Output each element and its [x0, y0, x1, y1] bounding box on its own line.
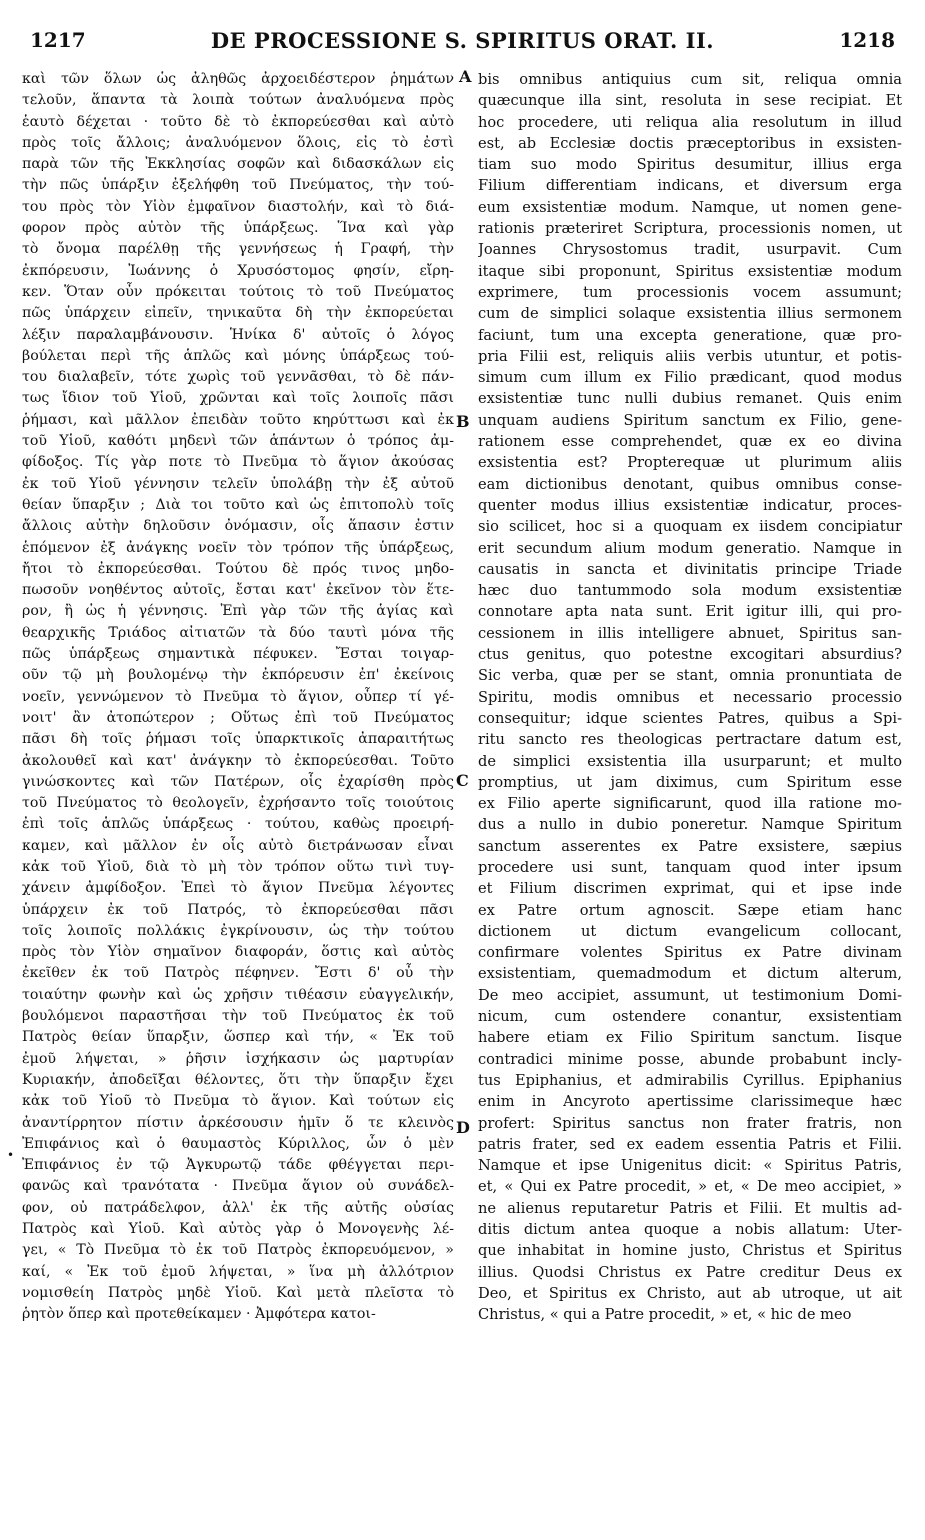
greek-text-line: ἀκολουθεῖ καὶ κατ' ἀνάγκην τὸ ἐκπορεύεσθαι. Τοῦτο — [22, 752, 454, 769]
latin-text-line: Joannes Chrysostomus tradit, usurpavit. Cum — [478, 241, 902, 259]
greek-text-line: πῶς ὑπάρχειν εἰπεῖν, τηνικαῦτα δὴ τὴν ἐκπορεύεται — [22, 305, 454, 322]
greek-text-line: ἀναντίρρητον πίστιν ἀρκέσουσιν ἡμῖν ὅ τε κλεινὸς — [22, 1114, 454, 1131]
latin-text-line: pria Filii est, reliquis aliis verbis utuntur, et potis- — [478, 347, 902, 365]
latin-text-line: faciunt, tum una excepta generatione, quæ pro- — [478, 326, 902, 344]
latin-text-line: hæc duo tantummodo sola modum exsistentiæ — [478, 582, 902, 600]
greek-text-line: του πρὸς τὸν Υἱὸν ἐμφαῖνον διαστολήν, καὶ τὸ διά- — [22, 198, 454, 215]
greek-text-line: νομισθείη Πατρὸς μηδὲ Υἱοῦ. Καὶ μετὰ πλεῖστα τὸ — [22, 1284, 454, 1301]
latin-text-line: tus Epiphanius, et admirabilis Cyrillus. Epiphanius — [478, 1071, 902, 1089]
latin-text-line: Deo, et Spiritus ex Christo, aut ab utroque, ut ait — [478, 1284, 902, 1302]
greek-text-line: τοιαύτην φωνὴν καὶ ὡς χρῆσιν τιθέασιν εὐαγγελικήν, — [22, 986, 454, 1003]
latin-text-line: ex Patre ortum agnoscit. Sæpe etiam hanc — [478, 901, 902, 919]
greek-text-line: χάνειν ἀμφίδοξον. Ἐπεὶ τὸ ἅγιον Πνεῦμα λέγοντες — [22, 880, 454, 897]
greek-text-line: οῦν τῷ μὴ βουλομένῳ τὴν ἐκπόρευσιν ἐπ' ἐκείνοις — [22, 667, 454, 684]
latin-text-line: enim in Ancyroto apertissime clarissimeque hæc — [478, 1093, 902, 1111]
latin-text-line: promptius, ut jam diximus, cum Spiritum esse — [478, 773, 902, 791]
greek-text-line: πωσοῦν νοηθέντος αὐτοῖς, ἔσται κατ' ἐκεῖνον τὸν ἕτε- — [22, 582, 454, 599]
greek-text-line: πρὸς τὸν Υἱὸν σημαῖνον διαφοράν, ὅστις καὶ αὐτὸς — [22, 944, 454, 961]
latin-text-line: ctus genitus, quo potestne excogitari absurdius? — [478, 646, 902, 664]
latin-text-line: exprimere, tum processionis vocem assumunt; — [478, 283, 902, 301]
greek-text-line: τοῖς λοιποῖς πολλάκις ἐγκρίνουσιν, ὡς τὴν τούτου — [22, 922, 454, 939]
latin-text-line: patris frater, sed ex eadem essentia Patris et Filii. — [478, 1135, 902, 1153]
greek-text-line: νοεῖν, γεννώμενον τὸ Πνεῦμα τὸ ἅγιον, οὗπερ τί γέ- — [22, 688, 454, 705]
latin-text-line: sanctum asserentes ex Patre exsistere, sæpius — [478, 837, 902, 855]
greek-text-line: τὴν πῶς ὑπάρξιν ἐξελήφθη τοῦ Πνεύματος, τὴν τού- — [22, 177, 454, 194]
greek-text-line: ἐκπόρευσιν, Ἰωάννης ὁ Χρυσόστομος φησίν, εἴρη- — [22, 262, 454, 279]
latin-text-line: Spiritu, modis omnibus et necessario processio — [478, 688, 902, 706]
greek-text-line: ἤτοι τὸ ἐκπορεύεσθαι. Τούτου δὲ πρός τινος μηδο- — [22, 560, 454, 577]
latin-text-line: connotare apta nata sunt. Erit igitur illi, qui pro- — [478, 603, 902, 621]
latin-text-line: hoc procedere, uti reliqua alia resolutum in illud — [478, 113, 902, 131]
running-header — [30, 28, 895, 64]
greek-text-line: φον, οὐ πατράδελφον, ἀλλ' ἐκ τῆς αὐτῆς οὐσίας — [22, 1199, 454, 1216]
greek-text-line: λέξιν παραλαμβάνουσιν. Ἡνίκα δ' αὐτοῖς ὁ λόγος — [22, 326, 454, 343]
greek-text-line: Κυριακήν, ἀποδεῖξαι θέλοντες, ὅτι τὴν ὕπαρξιν ἔχει — [22, 1071, 454, 1088]
greek-text-line: θεαρχικῆς Τριάδος αἰτιατῶν τὰ δύο ταυτὶ μόνα τῆς — [22, 624, 454, 641]
latin-text-line: exsistentiam, quemadmodum et dictum alterum, — [478, 965, 902, 983]
greek-text-line: θείαν ὕπαρξιν ; Διὰ τοι τοῦτο καὶ ὡς ἐπιτοπολὺ τοῖς — [22, 496, 454, 513]
latin-text-line: habere etiam ex Filio Spiritum sanctum. Iisque — [478, 1029, 902, 1047]
greek-text-line: ὑπάρχειν ἐκ τοῦ Πατρός, τὸ ἐκπορεύεσθαι πᾶσι — [22, 901, 454, 918]
greek-text-line: ἐκ τοῦ Υἱοῦ γέννησιν τελεῖν ὑπολάβῃ τὴν ἐξ αὐτοῦ — [22, 475, 454, 492]
latin-text-line: de simplici exsistentia illa usurparunt; et multo — [478, 752, 902, 770]
greek-text-line: βουλόμενοι παραστῆσαι τὴν τοῦ Πνεύματος ἐκ τοῦ — [22, 1008, 454, 1025]
latin-text-line: ex Filio aperte significarunt, quod illa ratione mo- — [478, 795, 902, 813]
latin-text-line: ritu sancto res theologicas pertractare datum est, — [478, 731, 902, 749]
latin-text-line: Namque et ipse Unigenitus dicit: « Spiritus Patris, — [478, 1157, 902, 1175]
greek-text-line: ἑπόμενον ἐξ ἀνάγκης νοεῖν τὸν τρόπον τῆς ὑπάρξεως, — [22, 539, 454, 556]
latin-text-line: illius. Quodsi Christus ex Patre creditur Deus ex — [478, 1263, 902, 1281]
greek-text-line: βούλεται περὶ τῆς ἁπλῶς καὶ μόνης ὑπάρξεως τού- — [22, 347, 454, 364]
greek-text-line: τελοῦν, ἅπαντα τὰ λοιπὰ τούτων ἀναλυόμενα πρὸς — [22, 92, 454, 109]
latin-text-line: exsistentia est? Propterequæ ut plurimum aliis — [478, 454, 902, 472]
latin-text-line: unquam audiens Spiritum sanctum ex Filio, gene- — [478, 411, 902, 429]
latin-text-line: profert: Spiritus sanctus non frater fratris, non — [478, 1114, 902, 1132]
greek-text-line: Πατρὸς καὶ Υἱοῦ. Καὶ αὐτὸς γὰρ ὁ Μονογενὴς λέ- — [22, 1221, 454, 1238]
greek-text-line: γινώσκοντες καὶ τῶν Πατέρων, οἷς ἐχαρίσθη πρὸς — [22, 773, 454, 790]
latin-text-line: tiam suo modo Spiritus desumitur, illius erga — [478, 156, 902, 174]
latin-text-line: bis omnibus antiquius cum sit, reliqua omnia — [478, 71, 902, 88]
latin-text-line: Filium differentiam indicans, et diversum erga — [478, 177, 902, 195]
greek-text-column — [22, 69, 454, 1326]
latin-text-line: dictionem ut dictum evangelicum collocant, — [478, 922, 902, 940]
latin-text-line: et Filium discrimen exprimat, qui et ipse inde — [478, 880, 902, 898]
latin-text-line: nicum, cum ostendere conantur, exsistentiam — [478, 1008, 902, 1026]
latin-text-line: ne alienus reputaretur Patris et Filii. Et multis ad- — [478, 1199, 902, 1217]
greek-text-line: καὶ τῶν ὅλων ὡς ἀληθῶς ἀρχοειδέστερον ῥημάτων — [22, 71, 454, 87]
latin-text-line: contradici minime posse, abunde probabunt incly- — [478, 1050, 902, 1068]
latin-text-line: rationem esse comprehendet, quæ ex eo divina — [478, 433, 902, 451]
latin-text-column — [478, 69, 902, 1326]
greek-text-line: τὸ ὄνομα παρέλθῃ τῆς γεννήσεως ἡ Γραφή, τὴν — [22, 241, 454, 258]
greek-text-line: τως ἴδιον τοῦ Υἱοῦ, χρῶνται καὶ τοῖς λοιποῖς πᾶσι — [22, 390, 454, 407]
latin-text-line: ditis dictum antea quoque a nobis allatum: Uter- — [478, 1221, 902, 1239]
greek-text-line: ἐκεῖθεν ἐκ τοῦ Πατρὸς πέφηνεν. Ἔστι δ' οὖ τὴν — [22, 965, 454, 982]
latin-text-line: et, « Qui ex Patre procedit, » et, « De meo accipiet, » — [478, 1178, 902, 1196]
latin-text-line: exsistentiæ tunc nulli dubius remanet. Quis enim — [478, 390, 902, 408]
greek-text-line: κεν. Ὅταν οὖν πρόκειται τούτοις τὸ τοῦ Πνεύματος — [22, 283, 454, 300]
greek-text-line: Ἐπιφάνιος καὶ ὁ θαυμαστὸς Κύριλλος, ὧν ὁ μὲν — [22, 1135, 454, 1152]
latin-text-line: causatis in sancta et divinitatis principe Triade — [478, 560, 902, 578]
greek-text-line: ἑαυτὸ δέχεται · τοῦτο δὲ τὸ ἐκπορεύεσθαι καὶ αὐτὸ — [22, 113, 454, 130]
latin-text-line: De meo accipiet, assumunt, ut testimonium Domi- — [478, 986, 902, 1004]
greek-text-line: κἀκ τοῦ Υἱοῦ τὸ Πνεῦμα τὸ ἅγιον. Καὶ τούτων εἰς — [22, 1093, 454, 1110]
margin-bullet: • — [7, 1148, 15, 1162]
greek-text-line: ῥήμασι, καὶ μᾶλλον ἐπειδὰν τοῦτο κηρύττωσι καὶ ἐκ — [22, 411, 454, 428]
margin-marker-b: B — [456, 412, 470, 431]
greek-text-line: ἄλλοις αὐτὴν δηλοῦσιν ὀνόμασιν, οἷς ἅπασιν ἐστιν — [22, 518, 454, 535]
greek-text-line: τοῦ Πνεύματος τὸ θεολογεῖν, ἐχρήσαντο τοῖς τοιούτοις — [22, 795, 454, 812]
margin-marker-a: A — [459, 67, 472, 86]
margin-marker-d: D — [456, 1118, 470, 1137]
margin-marker-c: C — [456, 771, 469, 790]
greek-text-line: πᾶσι δὴ τοῖς ῥήμασι τοῖς ὑπαρκτικοῖς ἀπαραιτήτως — [22, 731, 454, 748]
latin-text-line: est, ab Ecclesiæ doctis præceptoribus in exsisten- — [478, 134, 902, 152]
greek-text-line: τοῦ Υἱοῦ, καθότι μηδενὶ τῶν ἁπάντων ὁ τρόπος ἀμ- — [22, 433, 454, 450]
latin-text-line: erit secundum alium modum generatio. Namque in — [478, 539, 902, 557]
latin-text-line: consequitur; idque scientes Patres, quibus a Spi- — [478, 709, 902, 727]
latin-text-line: procedere usi sunt, tanquam quod inter ipsum — [478, 858, 902, 876]
page-number-left: 1217 — [30, 28, 86, 52]
latin-text-line: sio scilicet, hoc si a quoquam ex iisdem concipiatur — [478, 518, 902, 536]
latin-text-line: Sic verba, quæ per se stant, omnia pronuntiata de — [478, 667, 902, 685]
greek-text-line: παρὰ τῶν τῆς Ἐκκλησίας σοφῶν καὶ διδασκάλων εἰς — [22, 156, 454, 173]
greek-text-line: κἀκ τοῦ Υἱοῦ, διὰ τὸ μὴ τὸν τρόπον οὕτω τινὶ τυγ- — [22, 858, 454, 875]
greek-text-line: νοιτ' ἂν ἀτοπώτερον ; Οὕτως ἐπὶ τοῦ Πνεύματος — [22, 709, 454, 726]
greek-text-line: γει, « Τὸ Πνεῦμα τὸ ἐκ τοῦ Πατρὸς ἐκπορευόμενον, » — [22, 1242, 454, 1259]
running-title: DE PROCESSIONE S. SPIRITUS ORAT. II. — [210, 28, 715, 53]
latin-text-line: dus a nullo in dubio poneretur. Namque Spiritum — [478, 816, 902, 834]
greek-text-line: ἐμοῦ λήψεται, » ῥῆσιν ἰσχήκασιν ὡς μαρτυρίαν — [22, 1050, 454, 1067]
latin-text-line: cum de simplici solaque exsistentia illius sermonem — [478, 305, 902, 323]
greek-text-line: φανῶς καὶ τρανότατα · Πνεῦμα ἅγιον οὐ συνάδελ- — [22, 1178, 454, 1195]
latin-text-line: eam dictionibus denotant, quibus omnibus conse- — [478, 475, 902, 493]
greek-text-line: καμεν, καὶ μᾶλλον ἐν οἷς αὐτὸ διετράνωσαν εἶναι — [22, 837, 454, 854]
latin-text-line: eum exsistentiæ modum. Namque, ut nomen gene- — [478, 198, 902, 216]
greek-text-line: καί, « Ἐκ τοῦ ἐμοῦ λήψεται, » ἵνα μὴ ἀλλότριον — [22, 1263, 454, 1280]
greek-text-line: φορον πρὸς αὐτὸν τῆς ὑπάρξεως. Ἵνα καὶ γὰρ — [22, 220, 454, 237]
latin-text-line: Christus, « qui a Patre procedit, » et, « hic de meo — [478, 1306, 852, 1324]
latin-text-line: quæcunque illa sint, resoluta in sese recipiat. Et — [478, 92, 902, 110]
latin-text-line: que inhabitat in homine justo, Christus et Spiritus — [478, 1242, 902, 1260]
greek-text-line: πῶς ὑπάρξεως σημαντικὰ πέφυκεν. Ἔσται τοιγαρ- — [22, 646, 454, 663]
greek-text-line: ἐπὶ τοῖς ἁπλῶς ὑπάρξεως · τούτου, καθὼς προειρή- — [22, 816, 454, 833]
latin-text-line: itaque sibi proponunt, Spiritus exsistentiæ modum — [478, 262, 902, 280]
latin-text-line: confirmare volentes Spiritus ex Patre divinam — [478, 944, 902, 962]
greek-text-line: Ἐπιφάνιος ἐν τῷ Ἀγκυρωτῷ τάδε φθέγγεται περι- — [22, 1157, 454, 1174]
page-number-right: 1218 — [839, 28, 895, 52]
greek-text-line: ρον, ἢ ὡς ἡ γέννησις. Ἐπὶ γὰρ τῶν τῆς ἁγίας καὶ — [22, 603, 454, 620]
greek-text-line: Πατρὸς θείαν ὕπαρξιν, ὥσπερ καὶ τήν, « Ἐκ τοῦ — [22, 1029, 454, 1046]
latin-text-line: simum cum illum ex Filio prædicant, quod modus — [478, 369, 902, 387]
greek-text-line: ῥητὸν ὅπερ καὶ προτεθείκαμεν · Ἀμφότερα κατοι- — [22, 1306, 376, 1323]
greek-text-line: του διαλαβεῖν, τότε χωρὶς τοῦ γεννᾶσθαι, τὸ δὲ πάν- — [22, 369, 454, 386]
latin-text-line: quenter modus illius exsistentiæ indicatur, proces- — [478, 496, 902, 514]
latin-text-line: rationis præteriret Scriptura, processionis nomen, ut — [478, 220, 902, 238]
greek-text-line: φίδοξος. Τίς γὰρ ποτε τὸ Πνεῦμα τὸ ἅγιον ἀκούσας — [22, 454, 454, 471]
greek-text-line: πρὸς τοῖς ἄλλοις; ἀναλυόμενον ὅλοις, εἰς τὸ ἐστὶ — [22, 134, 454, 151]
latin-text-line: cessionem in illis intelligere abnuet, Spiritus san- — [478, 624, 902, 642]
